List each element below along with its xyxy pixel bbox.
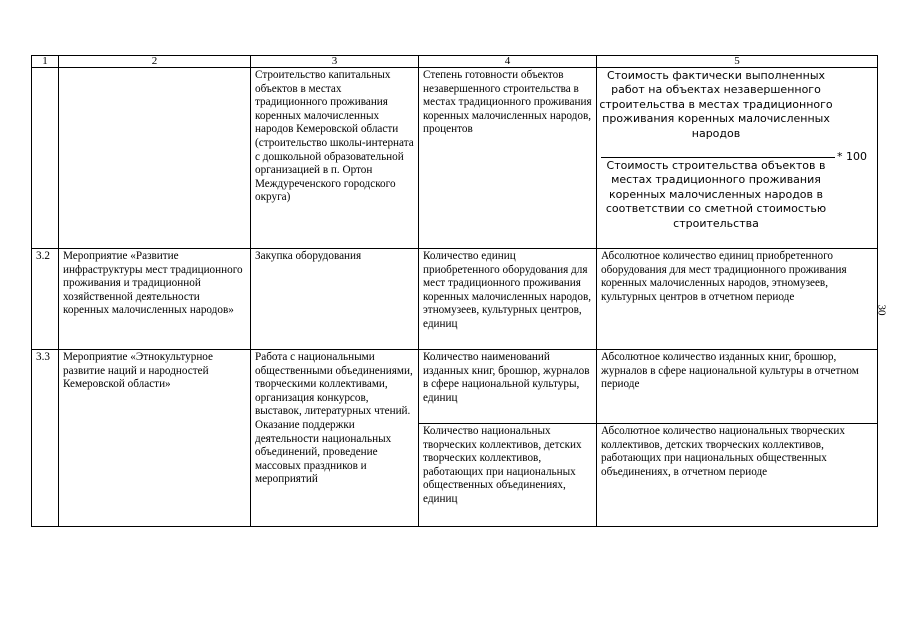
row2-indicator: Количество единиц приобретенного оборудования для мест традиционного проживания коренных малочисленных народов, этномузеев, культурных центров, единиц (419, 249, 597, 350)
formula-multiplier: * 100 (837, 150, 867, 163)
row3-method-b: Абсолютное количество национальных творческих коллективов, детских творческих коллективов, работающих при национальных общественных объединениях, в отчетном периоде (597, 424, 878, 527)
page-number: 30 (875, 304, 888, 316)
header-col-5: 5 (597, 56, 878, 68)
formula-denominator: Стоимость строительства объектов в местах традиционного проживания коренных малочисленных народов в соответствии со сметной стоимостью строительства (605, 159, 827, 230)
row3-method-a: Абсолютное количество изданных книг, брошюр, журналов в сфере национальной культуры в отчетном периоде (597, 350, 878, 424)
fraction-line (601, 157, 835, 158)
row3-measure: Мероприятие «Этнокультурное развитие наций и народностей Кемеровской области» (59, 350, 251, 527)
row1-formula-cell (597, 68, 878, 249)
row2-num: 3.2 (32, 249, 59, 350)
row2-method: Абсолютное количество единиц приобретенного оборудования для мест традиционного проживания коренных малочисленных народов, этномузеев, культурных центров в отчетном периоде (597, 249, 878, 350)
table-row (32, 68, 878, 249)
header-col-2: 2 (59, 56, 251, 68)
row2-activity: Закупка оборудования (251, 249, 419, 350)
row1-num (32, 68, 59, 249)
row1-measure (59, 68, 251, 249)
table-row (32, 249, 878, 350)
formula (597, 68, 877, 246)
row3-activity: Работа с национальными общественными объединениями, творческими коллективами, организация конкурсов, выставок, литературных чтений. Оказание поддержки деятельности национальных объединений, проведение массовых праздников и мероприятий (251, 350, 419, 527)
formula-numerator: Стоимость фактически выполненных работ на объектах незавершенного строительства в местах традиционного проживания коренных малочисленных народов (599, 69, 833, 140)
header-col-4: 4 (419, 56, 597, 68)
row3-indicator-b: Количество национальных творческих коллективов, детских творческих коллективов, работающих при национальных общественных объединениях, единиц (419, 424, 597, 527)
header-col-3: 3 (251, 56, 419, 68)
row3-indicator-a: Количество наименований изданных книг, брошюр, журналов в сфере национальной культуры, единиц (419, 350, 597, 424)
header-row (32, 56, 878, 68)
row1-activity: Строительство капитальных объектов в местах традиционного проживания коренных малочисленных народов Кемеровской области (строительство школы-интерната с дошкольной образовательной организацией в п. Ортон Междуреченского городского округа) (251, 68, 419, 249)
row1-indicator: Степень готовности объектов незавершенного строительства в местах традиционного проживания коренных малочисленных народов, процентов (419, 68, 597, 249)
table-row (32, 350, 878, 424)
row2-measure: Мероприятие «Развитие инфраструктуры мест традиционного проживания и традиционной хозяйственной деятельности коренных малочисленных народов» (59, 249, 251, 350)
indicators-table (31, 55, 878, 527)
row3-num: 3.3 (32, 350, 59, 527)
header-col-1: 1 (32, 56, 59, 68)
